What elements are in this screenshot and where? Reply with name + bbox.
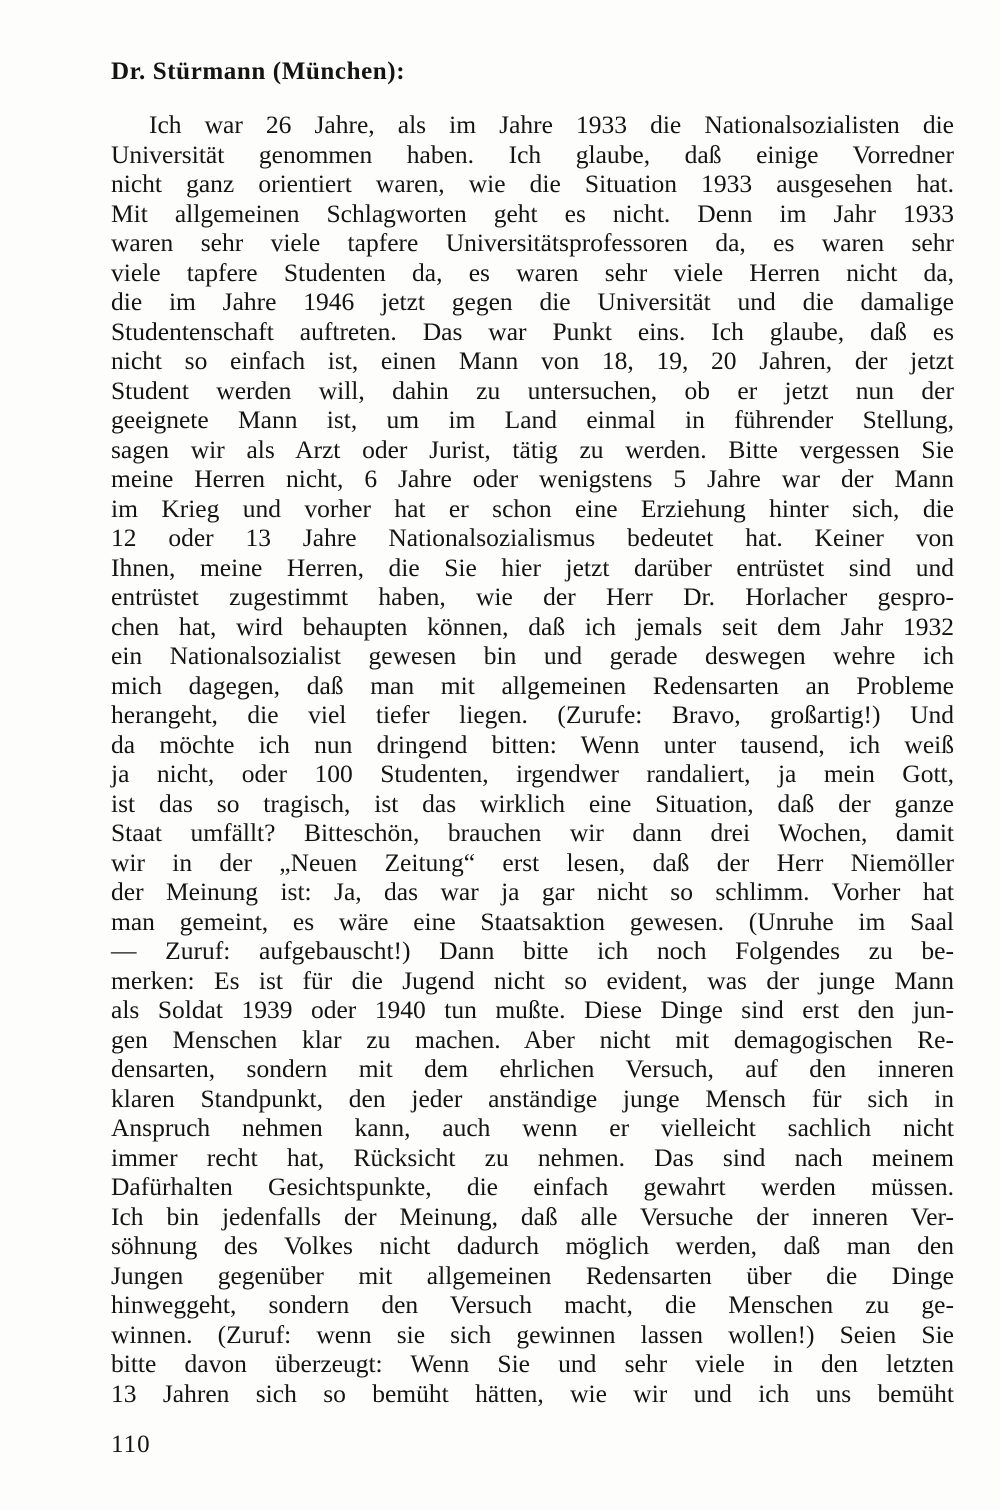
text-line: im Krieg und vorher hat er schon eine Erziehung hinter sich, die bbox=[111, 493, 954, 523]
text-line: klaren Standpunkt, den jeder anständige junge Mensch für sich in bbox=[111, 1083, 954, 1113]
text-line: Dafürhalten Gesichtspunkte, die einfach gewahrt werden müssen. bbox=[111, 1172, 954, 1201]
text-line: 12 oder 13 Jahre Nationalsozialismus bedeutet hat. Keiner von bbox=[111, 523, 954, 552]
text-line: söhnung des Volkes nicht dadurch möglich werden, daß man den bbox=[111, 1231, 954, 1260]
text-line: densarten, sondern mit dem ehrlichen Versuch, auf den inneren bbox=[111, 1054, 954, 1083]
text-line: man gemeint, es wäre eine Staatsaktion gewesen. (Unruhe im Saal bbox=[111, 906, 954, 936]
text-line: merken: Es ist für die Jugend nicht so evident, was der junge Mann bbox=[111, 965, 954, 995]
text-line: sagen wir als Arzt oder Jurist, tätig zu werden. Bitte vergessen Sie bbox=[111, 434, 954, 464]
text-line: der Meinung ist: Ja, das war ja gar nicht so schlimm. Vorher hat bbox=[111, 877, 954, 906]
text-line: nicht so einfach ist, einen Mann von 18, 19, 20 Jahren, der jetzt bbox=[111, 346, 954, 375]
text-line: gen Menschen klar zu machen. Aber nicht mit demagogischen Re- bbox=[111, 1024, 954, 1054]
text-line: Staat umfällt? Bitteschön, brauchen wir dann drei Wochen, damit bbox=[111, 818, 954, 847]
text-line: wir in der „Neuen Zeitung“ erst lesen, daß der Herr Niemöller bbox=[111, 847, 954, 877]
text-line: ist das so tragisch, ist das wirklich eine Situation, daß der ganze bbox=[111, 788, 954, 818]
text-line: Ihnen, meine Herren, die Sie hier jetzt darüber entrüstet sind und bbox=[111, 552, 954, 582]
speaker-heading: Dr. Stürmann (München): bbox=[111, 58, 406, 85]
text-line: Student werden will, dahin zu untersuchen, ob er jetzt nun der bbox=[111, 375, 954, 405]
page-number: 110 bbox=[111, 1431, 151, 1458]
text-line: Mit allgemeinen Schlagworten geht es nicht. Denn im Jahr 1933 bbox=[111, 198, 954, 228]
text-line: winnen. (Zuruf: wenn sie sich gewinnen lassen wollen!) Seien Sie bbox=[111, 1319, 954, 1349]
text-line: viele tapfere Studenten da, es waren sehr viele Herren nicht da, bbox=[111, 257, 954, 287]
text-line: 13 Jahren sich so bemüht hätten, wie wir und ich uns bemüht bbox=[111, 1378, 954, 1408]
body-text bbox=[111, 110, 954, 1408]
text-line: Ich bin jedenfalls der Meinung, daß alle Versuche der inneren Ver- bbox=[111, 1201, 954, 1231]
text-line: geeignete Mann ist, um im Land einmal in führender Stellung, bbox=[111, 405, 954, 434]
text-line: Universität genommen haben. Ich glaube, daß einige Vorredner bbox=[111, 139, 954, 169]
text-line: bitte davon überzeugt: Wenn Sie und sehr viele in den letzten bbox=[111, 1349, 954, 1378]
text-line: die im Jahre 1946 jetzt gegen die Universität und die damalige bbox=[111, 287, 954, 316]
text-line: — Zuruf: aufgebauscht!) Dann bitte ich noch Folgendes zu be- bbox=[111, 936, 954, 965]
text-line: chen hat, wird behaupten können, daß ich jemals seit dem Jahr 1932 bbox=[111, 611, 954, 641]
text-line: hinweggeht, sondern den Versuch macht, die Menschen zu ge- bbox=[111, 1290, 954, 1319]
text-line: Studentenschaft auftreten. Das war Punkt eins. Ich glaube, daß es bbox=[111, 316, 954, 346]
text-line: mich dagegen, daß man mit allgemeinen Redensarten an Probleme bbox=[111, 670, 954, 700]
text-line: ja nicht, oder 100 Studenten, irgendwer randaliert, ja mein Gott, bbox=[111, 759, 954, 788]
text-line: Ich war 26 Jahre, als im Jahre 1933 die Nationalsozialisten die bbox=[149, 110, 954, 139]
text-line: Jungen gegenüber mit allgemeinen Redensarten über die Dinge bbox=[111, 1260, 954, 1290]
text-line: meine Herren nicht, 6 Jahre oder wenigstens 5 Jahre war der Mann bbox=[111, 464, 954, 493]
text-line: waren sehr viele tapfere Universitätsprofessoren da, es waren sehr bbox=[111, 228, 954, 257]
text-line: herangeht, die viel tiefer liegen. (Zurufe: Bravo, großartig!) Und bbox=[111, 700, 954, 729]
text-line: als Soldat 1939 oder 1940 tun mußte. Diese Dinge sind erst den jun- bbox=[111, 995, 954, 1024]
text-line: Anspruch nehmen kann, auch wenn er vielleicht sachlich nicht bbox=[111, 1113, 954, 1142]
text-line: ein Nationalsozialist gewesen bin und gerade deswegen wehre ich bbox=[111, 641, 954, 670]
text-line: da möchte ich nun dringend bitten: Wenn unter tausend, ich weiß bbox=[111, 729, 954, 759]
text-line: nicht ganz orientiert waren, wie die Situation 1933 ausgesehen hat. bbox=[111, 169, 954, 198]
text-line: immer recht hat, Rücksicht zu nehmen. Das sind nach meinem bbox=[111, 1142, 954, 1172]
text-line: entrüstet zugestimmt haben, wie der Herr Dr. Horlacher gespro- bbox=[111, 582, 954, 611]
